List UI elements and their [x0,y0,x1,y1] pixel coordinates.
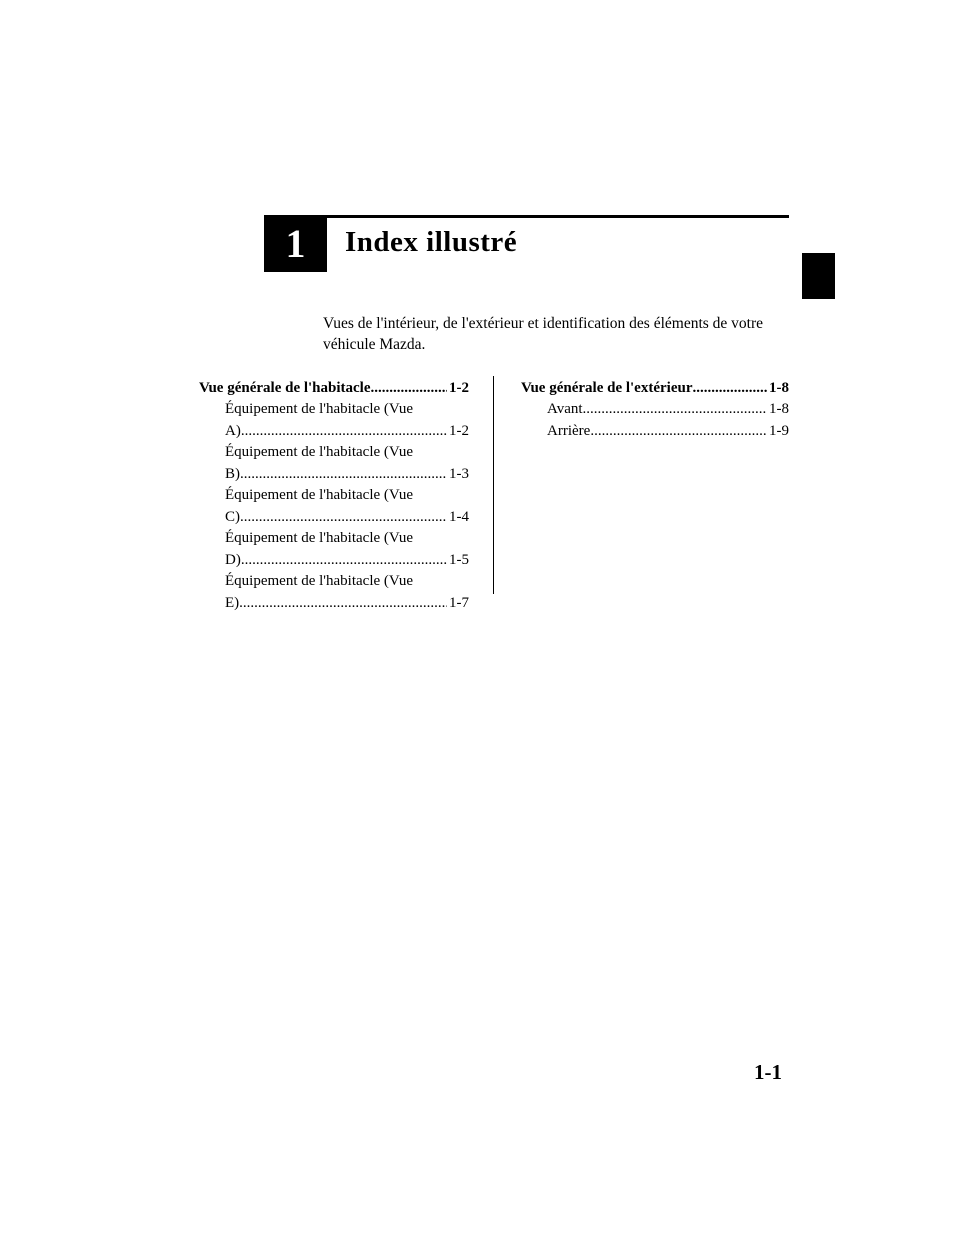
toc-heading-interior[interactable] [199,378,469,399]
toc-entry-page: 1-7 [449,594,469,611]
chapter-header-rule [327,215,789,218]
toc-entry[interactable] [199,528,469,571]
toc-heading-label: Vue générale de l'habitacle [199,380,371,396]
toc-entry[interactable] [199,442,469,485]
chapter-side-tab [802,253,835,299]
toc-entry-page: 1-5 [449,551,469,568]
toc-entry-page: 1-3 [449,465,469,482]
toc-leader-dots [371,378,447,399]
chapter-number-box [264,215,327,272]
toc-entry-page: 1-8 [769,401,789,417]
toc-entry-label: Avant [547,401,583,417]
toc-entry-label-cont: D) [225,551,241,568]
toc-entry-label: Équipement de l'habitacle (Vue [225,573,413,589]
toc-entry-label-cont: C) [225,508,240,525]
toc-leader-dots [240,507,447,529]
toc-heading-page: 1-2 [449,380,469,396]
toc-entry-page: 1-4 [449,508,469,525]
toc-leader-dots [241,550,447,572]
toc-leader-dots [240,464,447,486]
toc-entry-label: Équipement de l'habitacle (Vue [225,487,413,503]
toc-entry[interactable] [199,571,469,614]
toc-leader-dots [692,378,767,399]
chapter-title: Index illustré [345,226,518,258]
toc-entry-label: Arrière [547,422,591,439]
toc-entry-label: Équipement de l'habitacle (Vue [225,530,413,546]
toc-leader-dots [241,421,447,443]
page-number: 1-1 [754,1060,782,1084]
toc-leader-dots [239,593,447,615]
toc-entry-label: Équipement de l'habitacle (Vue [225,401,413,417]
toc-entry-label-cont: A) [225,422,241,439]
toc-entry-label: Équipement de l'habitacle (Vue [225,444,413,460]
toc-heading-exterior[interactable] [521,378,789,399]
toc-heading-page: 1-8 [769,380,789,396]
toc-leader-dots [590,421,767,443]
toc-entry[interactable] [521,399,789,421]
chapter-intro: Vues de l'intérieur, de l'extérieur et identification des éléments de votre véhicule Mazda. [323,315,764,353]
toc-entry[interactable] [199,485,469,528]
toc-entry-label-cont: B) [225,465,240,482]
toc-entry-page: 1-9 [769,422,789,439]
chapter-number: 1 [285,221,306,266]
toc-heading-label: Vue générale de l'extérieur [521,380,693,396]
column-divider [493,376,494,594]
toc-column-right [521,378,789,442]
toc-entry-label-cont: E) [225,594,240,611]
toc-entry[interactable] [199,399,469,442]
toc-entry[interactable] [521,421,789,443]
toc-column-left [199,378,469,614]
toc-leader-dots [583,399,767,421]
toc-entry-page: 1-2 [449,422,469,439]
